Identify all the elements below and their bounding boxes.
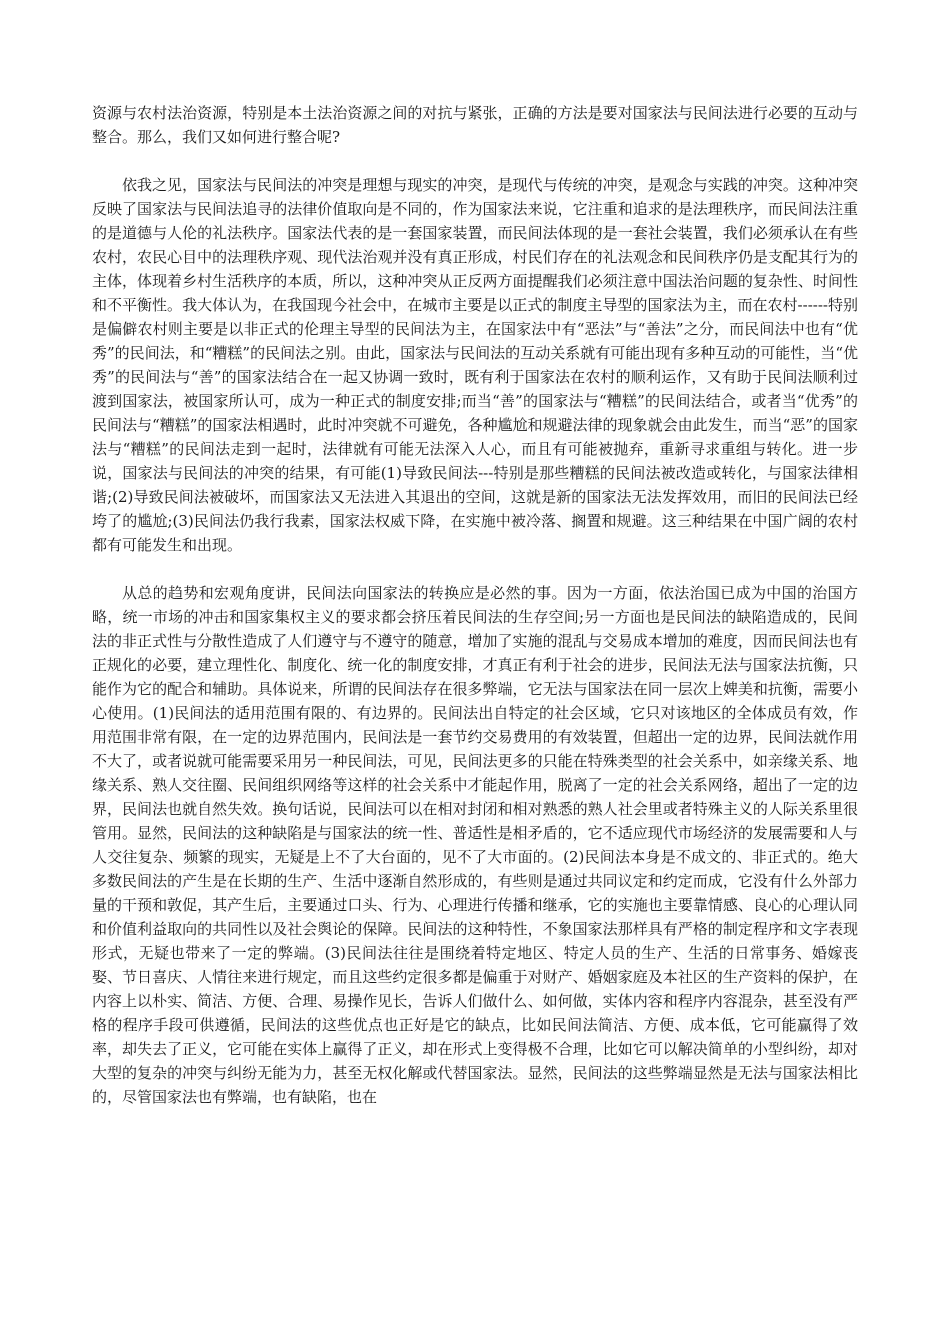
- document-page: [92, 101, 858, 1109]
- paragraph-transformation-trend: 从总的趋势和宏观角度讲，民间法向国家法的转换应是必然的事。因为一方面，依法治国已成为中国的治国方略，统一市场的冲击和国家集权主义的要求都会挤压着民间法的生存空间;另一方面也是民间法的缺陷造成的，民间法的非正式性与分散性造成了人们遵守与不遵守的随意，增加了实施的混乱与交易成本增加的难度，因而民间法也有正规化的必要，建立理性化、制度化、统一化的制度安排，才真正有利于社会的进步，民间法无法与国家法抗衡，只能作为它的配合和辅助。具体说来，所谓的民间法存在很多弊端，它无法与国家法在同一层次上婢美和抗衡，需要小心使用。(1)民间法的适用范围有限的、有边界的。民间法出自特定的社会区域，它只对该地区的全体成员有效，作用范围非常有限，在一定的边界范围内，民间法是一套节约交易费用的有效装置，但超出一定的边界，民间法就作用不大了，或者说就可能需要采用另一种民间法，可见，民间法更多的只能在特殊类型的社会关系中，如亲缘关系、地缘关系、熟人交往圈、民间组织网络等这样的社会关系中才能起作用，脱离了一定的社会关系网络，超出了一定的边界，民间法也就自然失效。换句话说，民间法可以在相对封闭和相对熟悉的熟人社会里或者特殊主义的人际关系里很管用。显然，民间法的这种缺陷是与国家法的统一性、普适性是相矛盾的，它不适应现代市场经济的发展需要和人与人交往复杂、频繁的现实，无疑是上不了大台面的，见不了大市面的。(2)民间法本身是不成文的、非正式的。绝大多数民间法的产生是在长期的生产、生活中逐渐自然形成的，有些则是通过共同议定和约定而成，它没有什么外部力量的干预和敦促，其产生后，主要通过口头、行为、心理进行传播和继承，它的实施也主要靠情感、良心的心理认同和价值利益取向的共同性以及社会舆论的保障。民间法的这种特性，不象国家法那样具有严格的制定程序和文字表现形式，无疑也带来了一定的弊端。(3)民间法往往是围绕着特定地区、特定人员的生产、生活的日常事务、婚嫁丧娶、节日喜庆、人情往来进行规定，而且这些约定很多都是偏重于对财产、婚姻家庭及本社区的生产资料的保护，在内容上以朴实、简洁、方便、合理、易操作见长，告诉人们做什么、如何做，实体内容和程序内容混杂，甚至没有严格的程序手段可供遵循，民间法的这些优点也正好是它的缺点，比如民间法简洁、方便、成本低，它可能赢得了效率，却失去了正义，它可能在实体上赢得了正义，却在形式上变得极不合理，比如它可以解决简单的小型纠纷，却对大型的复杂的冲突与纠纷无能为力，甚至无权化解或代替国家法。显然，民间法的这些弊端显然是无法与国家法相比的，尽管国家法也有弊端，也有缺陷，也在: [92, 584, 858, 1106]
- paragraph-continuation: 资源与农村法治资源，特别是本土法治资源之间的对抗与紧张，正确的方法是要对国家法与民间法进行必要的互动与整合。那么，我们又如何进行整合呢?: [92, 104, 858, 146]
- paragraph-conflict-analysis: 依我之见，国家法与民间法的冲突是理想与现实的冲突，是现代与传统的冲突，是观念与实践的冲突。这种冲突反映了国家法与民间法追寻的法律价值取向是不同的，作为国家法来说，它注重和追求的是法理秩序，而民间法注重的是道德与人伦的礼法秩序。国家法代表的是一套国家装置，而民间法体现的是一套社会装置，我们必须承认在有些农村，农民心目中的法理秩序观、现代法治观并没有真正形成，村民们存在的礼法观念和民间秩序仍是支配其行为的主体，体现着乡村生活秩序的本质，所以，这种冲突从正反两方面提醒我们必须注意中国法治问题的复杂性、时间性和不平衡性。我大体认为，在我国现今社会中，在城市主要是以正式的制度主导型的国家法为主，而在农村------特别是偏僻农村则主要是以非正式的伦理主导型的民间法为主，在国家法中有“恶法”与“善法”之分，而民间法中也有“优秀”的民间法，和“糟糕”的民间法之别。由此，国家法与民间法的互动关系就有可能出现有多种互动的可能性，当“优秀”的民间法与“善”的国家法结合在一起又协调一致时，既有利于国家法在农村的顺利运作，又有助于民间法顺利过渡到国家法，被国家所认可，成为一种正式的制度安排;而当“善”的国家法与“糟糕”的民间法结合，或者当“优秀”的民间法与“糟糕”的国家法相遇时，此时冲突就不可避免，各种尴尬和规避法律的现象就会由此发生，而当“恶”的国家法与“糟糕”的民间法走到一起时，法律就有可能无法深入人心，而且有可能被抛弃，重新寻求重组与转化。进一步说，国家法与民间法的冲突的结果，有可能(1)导致民间法---特别是那些糟糕的民间法被改造或转化，与国家法律相谐;(2)导致民间法被破坏，而国家法又无法进入其退出的空间，这就是新的国家法无法发挥效用，而旧的民间法已经垮了的尴尬;(3)民间法仍我行我素，国家法权威下降，在实施中被冷落、搁置和规避。这三种结果在中国广阔的农村都有可能发生和出现。: [92, 176, 858, 554]
